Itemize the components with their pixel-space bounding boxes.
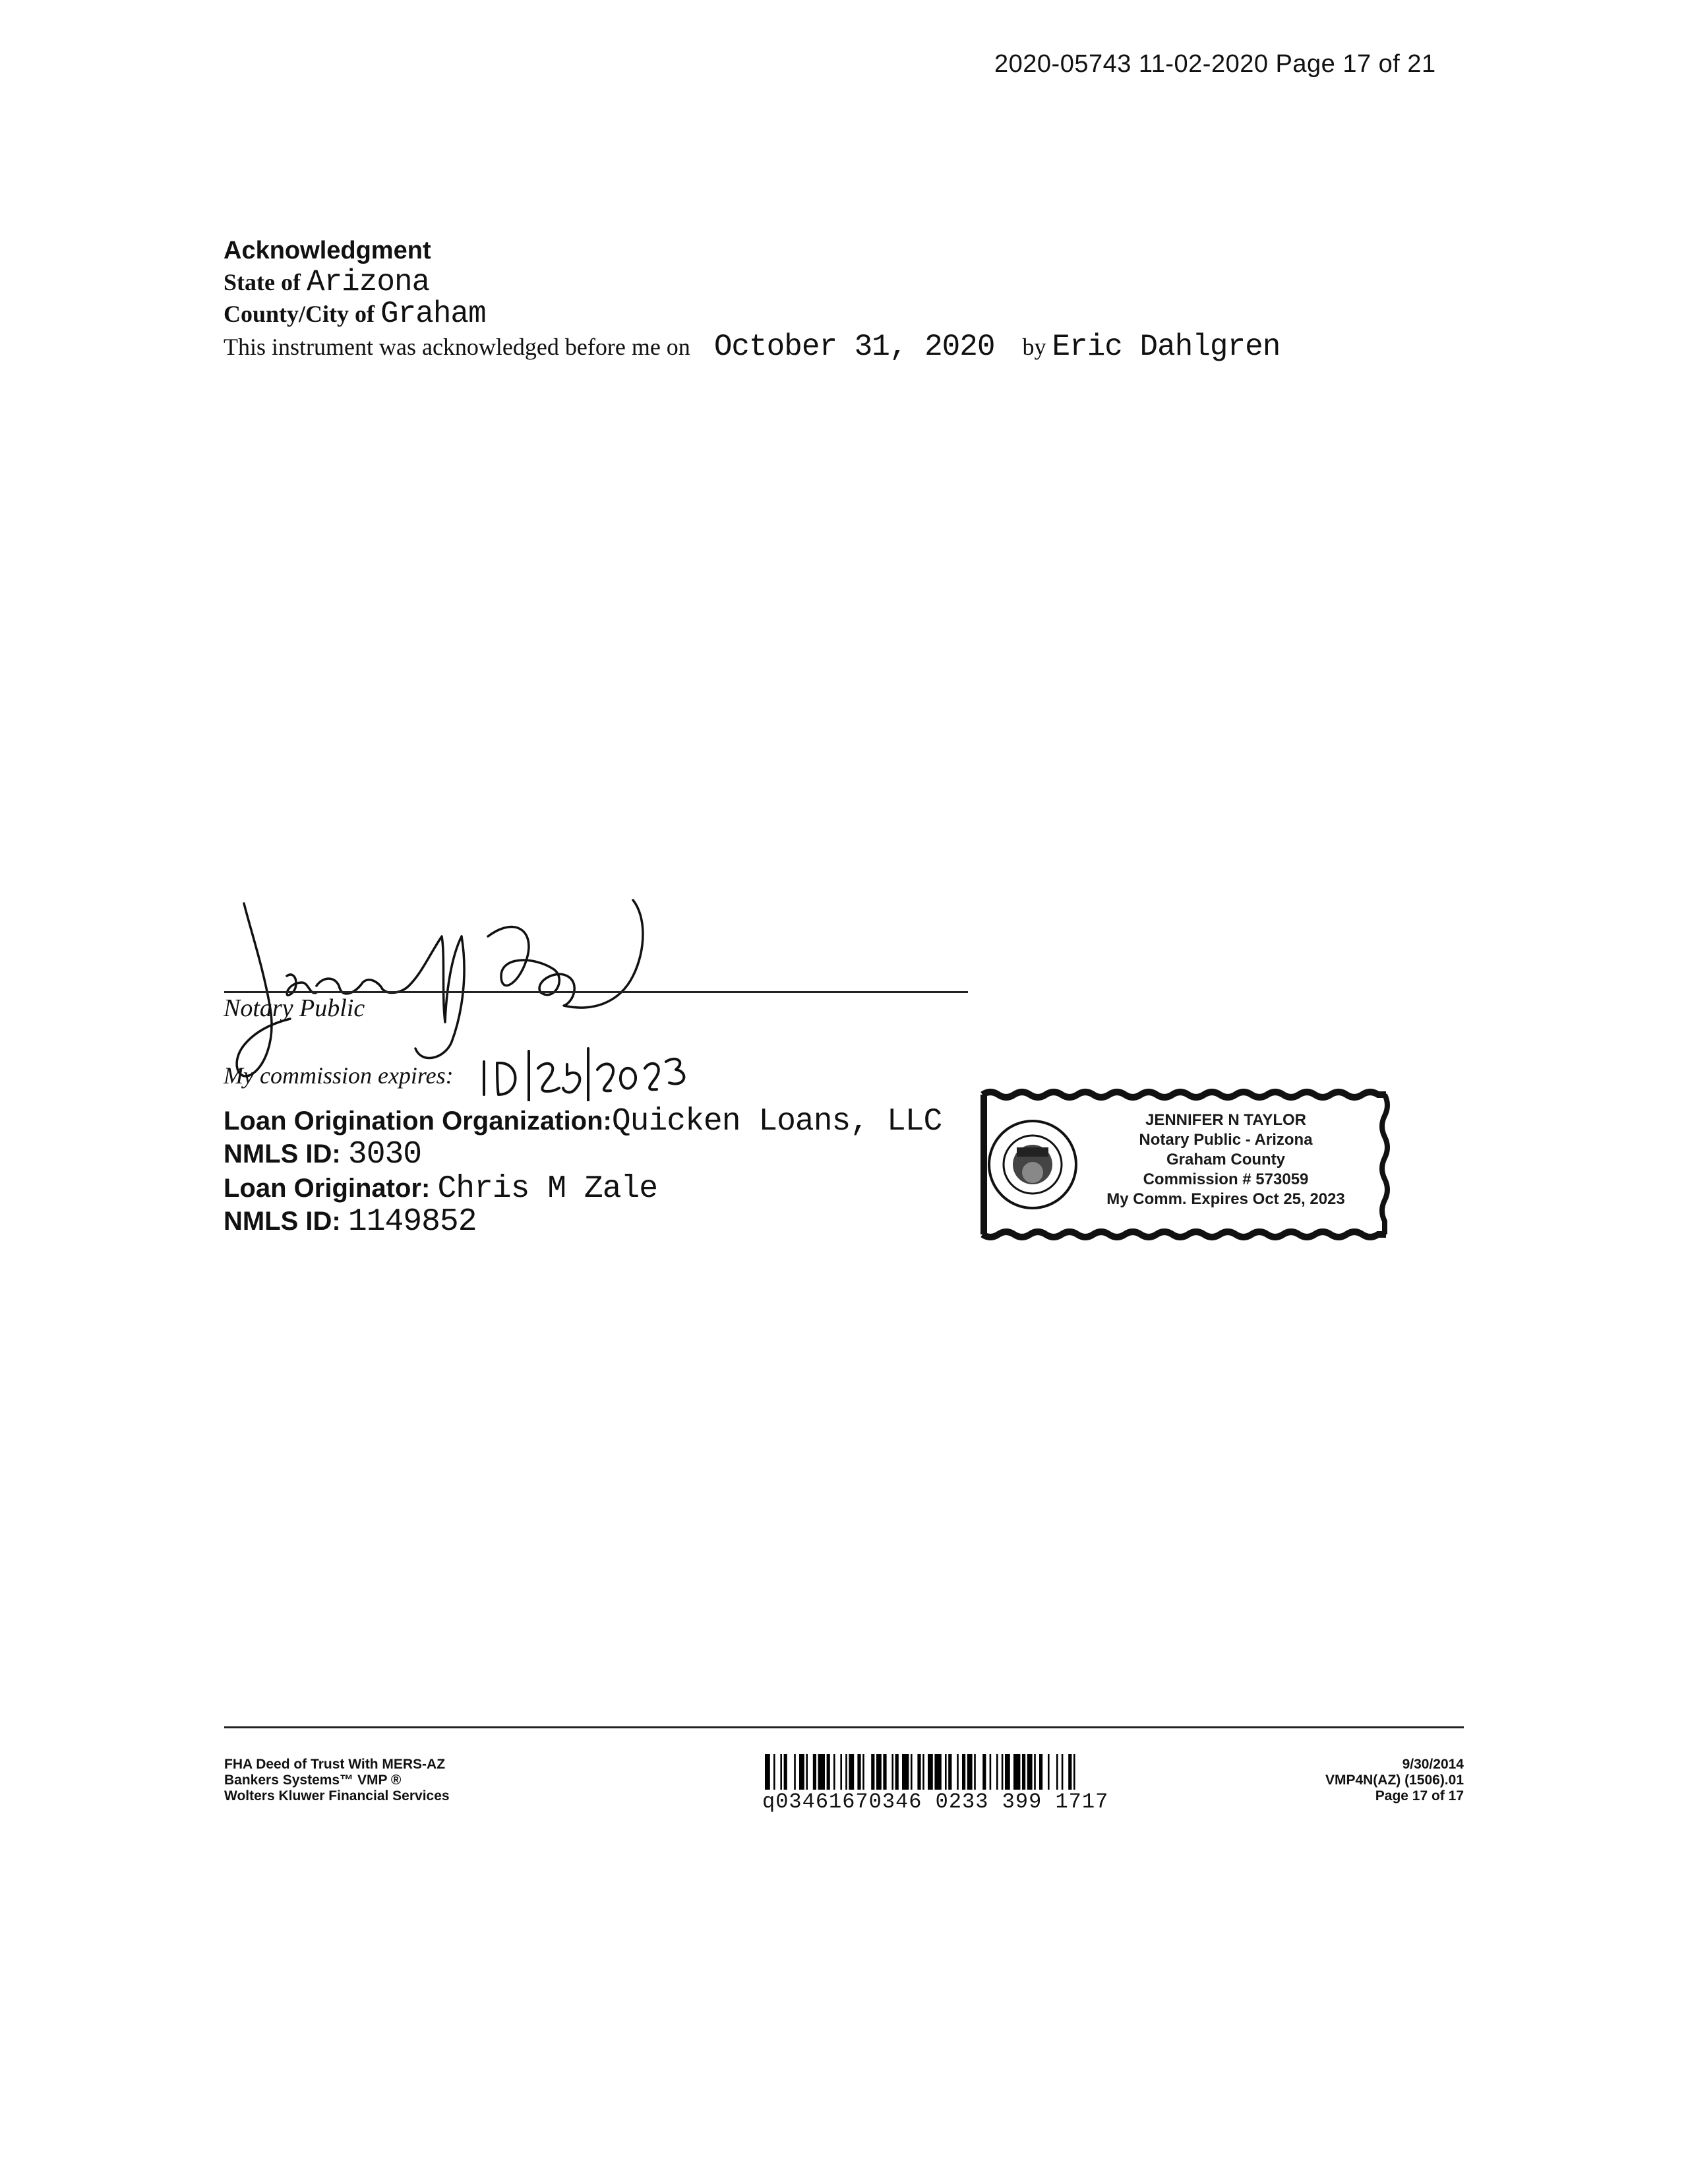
state-label: State of [224,269,301,295]
stamp-notary-name: JENNIFER N TAYLOR [1145,1111,1307,1129]
form-version [1325,1757,1464,1804]
signer-name: Eric Dahlgren [1052,330,1281,364]
barcode-bar [948,1754,951,1790]
form-page: Page 17 of 17 [1375,1788,1464,1804]
barcode-bar [827,1754,830,1790]
barcode-bar [849,1754,854,1790]
barcode-bar [1056,1754,1058,1790]
barcode-bar [871,1754,874,1790]
barcode-bar [962,1754,965,1790]
state-value: Arizona [306,265,430,299]
recording-header: 2020-05743 11-02-2020 Page 17 of 21 [994,50,1436,78]
handwritten-expiry-date [475,1042,692,1101]
barcode-bar [967,1754,973,1790]
barcode-bar [957,1754,959,1790]
originator-nmls-line [224,1204,477,1240]
instrument-line [224,330,1280,364]
barcode-bar [857,1754,860,1790]
barcode-bar [818,1754,825,1790]
barcode-bar [1013,1754,1020,1790]
barcode-bar [1068,1754,1071,1790]
form-info-line-2: Bankers Systems™ VMP ® [224,1773,402,1788]
barcode-number: q03461670346 0233 399 1717 [762,1790,1109,1814]
barcode-bar [794,1754,796,1790]
org-nmls-value: 3030 [347,1137,422,1172]
barcode-bar [784,1754,787,1790]
form-info-line-3: Wolters Kluwer Financial Services [224,1788,450,1804]
barcode-bar [1048,1754,1050,1790]
barcode-bar [982,1754,986,1790]
county-value: Graham [380,297,486,331]
loan-org-label: Loan Origination Organization: [224,1107,612,1136]
originator-line [224,1171,657,1207]
originator-nmls-label: NMLS ID: [224,1207,341,1236]
barcode-bar [1039,1754,1042,1790]
barcode-bar [862,1754,864,1790]
instrument-text: This instrument was acknowledged before me on [224,334,690,360]
originator-nmls-value: 1149852 [347,1204,477,1240]
barcode-bar [1022,1754,1025,1790]
barcode-bar [902,1754,909,1790]
barcode-bar [1073,1754,1075,1790]
barcode-bar [1062,1754,1064,1790]
barcode-bar [945,1754,947,1790]
barcode-bar [990,1754,992,1790]
barcode-bar [934,1754,941,1790]
loan-org-value: Quicken Loans, LLC [611,1104,942,1139]
originator-label: Loan Originator: [224,1174,431,1203]
barcode-bar [813,1754,816,1790]
document-barcode [765,1754,1233,1790]
footer-rule [224,1726,1464,1728]
form-info-line-1: FHA Deed of Trust With MERS-AZ [224,1757,446,1772]
signature-line [224,991,968,993]
barcode-bar [1002,1754,1004,1790]
barcode-bar [1005,1754,1010,1790]
barcode-bar [974,1754,976,1790]
barcode-bar [917,1754,920,1790]
barcode-bar [833,1754,835,1790]
barcode-bar [922,1754,924,1790]
notary-stamp [977,1085,1391,1244]
barcode-bar [765,1754,770,1790]
county-line [224,297,486,331]
barcode-bar [799,1754,804,1790]
barcode-bar [928,1754,933,1790]
stamp-notary-title: Notary Public - Arizona [1139,1131,1313,1149]
barcode-bar [780,1754,782,1790]
stamp-text-block [1070,1110,1382,1209]
barcode-bar [876,1754,882,1790]
county-label: County/City of [224,301,375,327]
form-info [224,1757,450,1804]
notary-public-label: Notary Public [224,994,365,1022]
barcode-bar [883,1754,886,1790]
stamp-expiration: My Comm. Expires Oct 25, 2023 [1106,1190,1345,1208]
state-line [224,265,429,299]
barcode-bar [895,1754,899,1790]
barcode-bar [845,1754,847,1790]
barcode-bar [840,1754,842,1790]
acknowledgment-heading: Acknowledgment [224,237,431,264]
barcode-bar [996,1754,998,1790]
stamp-county: Graham County [1166,1151,1286,1168]
barcode-bar [911,1754,913,1790]
form-code: VMP4N(AZ) (1506).01 [1325,1773,1464,1788]
form-date: 9/30/2014 [1402,1757,1464,1772]
barcode-bar [1034,1754,1036,1790]
barcode-bar [1027,1754,1033,1790]
barcode-bar [773,1754,775,1790]
by-label: by [1022,334,1046,360]
commission-expires-label: My commission expires: [224,1062,454,1089]
stamp-commission: Commission # 573059 [1143,1170,1309,1188]
org-nmls-label: NMLS ID: [224,1139,341,1168]
loan-org-line [224,1104,942,1139]
originator-value: Chris M Zale [437,1171,658,1207]
org-nmls-line [224,1137,421,1172]
barcode-bar [891,1754,893,1790]
acknowledgment-date: October 31, 2020 [713,330,995,364]
barcode-bar [806,1754,808,1790]
